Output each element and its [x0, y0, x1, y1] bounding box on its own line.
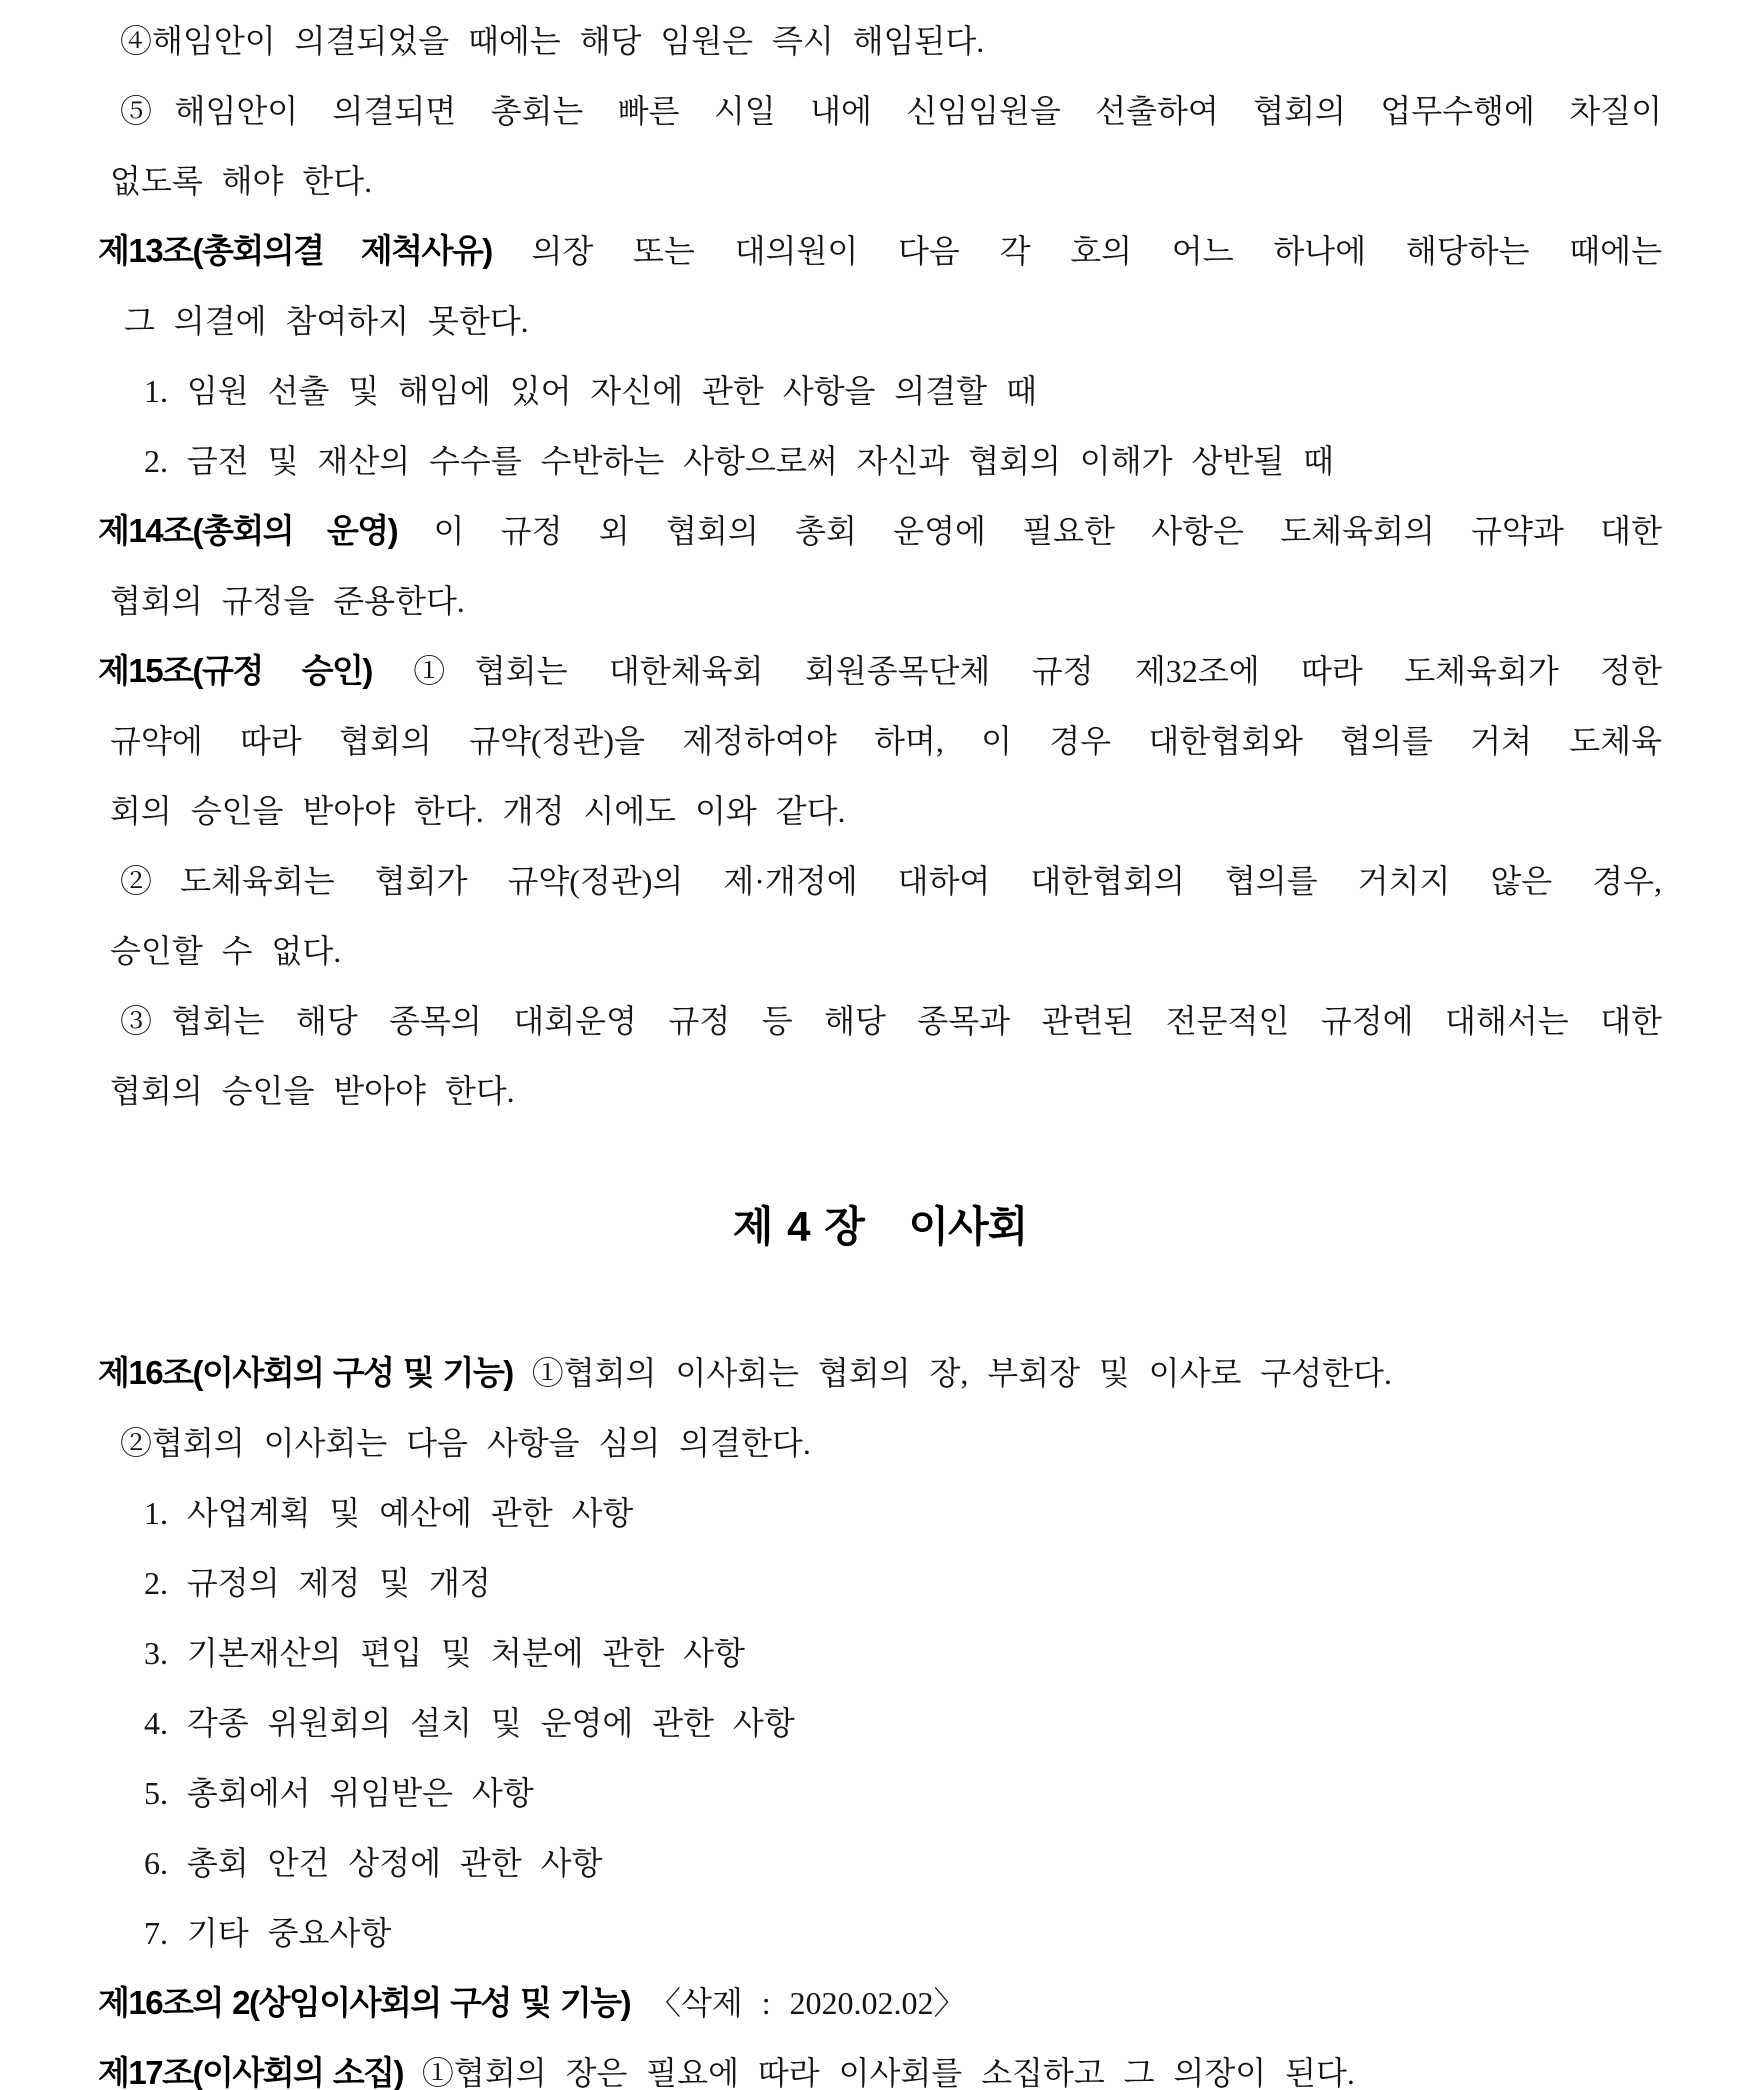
article-title: 제15조(규정 승인) — [98, 652, 372, 689]
article-text: 〈삭제 : 2020.02.02〉 — [649, 1985, 966, 2021]
document-line: ②도체육회는 협회가 규약(정관)의 제·개정에 대하여 대한협회의 협의를 거치지 않은 경우, — [120, 863, 1662, 899]
list-item-line: 6. 총회 안건 상정에 관한 사항 — [144, 1845, 603, 1881]
article-title: 제16조의 2(상임이사회의 구성 및 기능) — [98, 1984, 631, 2021]
document-line: 협회의 규정을 준용한다. — [110, 583, 465, 619]
document-line: 승인할 수 없다. — [110, 933, 342, 969]
document-line: 없도록 해야 한다. — [110, 163, 373, 199]
list-item-line: 4. 각종 위원회의 설치 및 운영에 관한 사항 — [144, 1705, 795, 1741]
chapter-heading: 제 4 장 이사회 — [732, 1203, 1028, 1250]
article-line — [98, 1968, 1662, 2038]
list-item-line: 3. 기본재산의 편입 및 처분에 관한 사항 — [144, 1635, 745, 1671]
article-line — [98, 636, 1662, 706]
list-item-line: 1. 사업계획 및 예산에 관한 사항 — [144, 1495, 634, 1531]
document-line: ⑤해임안이 의결되면 총회는 빠른 시일 내에 신임임원을 선출하여 협회의 업무수행에 차질이 — [120, 93, 1662, 129]
article-title: 제17조(이사회의 소집) — [98, 2054, 404, 2090]
article-line — [98, 496, 1662, 566]
article-text: ①협회의 이사회는 협회의 장, 부회장 및 이사로 구성한다. — [531, 1355, 1392, 1391]
list-item-line: 2. 금전 및 재산의 수수를 수반하는 사항으로써 자신과 협회의 이해가 상반될 때 — [144, 443, 1334, 479]
document-line: ③협회는 해당 종목의 대회운영 규정 등 해당 종목과 관련된 전문적인 규정에 대해서는 대한 — [120, 1003, 1662, 1039]
article-line — [98, 2038, 1662, 2090]
article-text: 의장 또는 대의원이 다음 각 호의 어느 하나에 해당하는 때에는 — [531, 233, 1662, 269]
article-text: ①협회의 장은 필요에 따라 이사회를 소집하고 그 의장이 된다. — [421, 2055, 1355, 2090]
article-text: 이 규정 외 협회의 총회 운영에 필요한 사항은 도체육회의 규약과 대한 — [433, 513, 1662, 549]
list-item-line: 7. 기타 중요사항 — [144, 1915, 392, 1951]
document-body — [98, 6, 1662, 2090]
list-item-line: 5. 총회에서 위임받은 사항 — [144, 1775, 534, 1811]
document-line: ②협회의 이사회는 다음 사항을 심의 의결한다. — [120, 1425, 811, 1461]
document-line: 협회의 승인을 받아야 한다. — [110, 1073, 515, 1109]
article-title: 제16조(이사회의 구성 및 기능) — [98, 1354, 513, 1391]
article-line — [98, 1338, 1662, 1408]
list-item-line: 1. 임원 선출 및 해임에 있어 자신에 관한 사항을 의결할 때 — [144, 373, 1037, 409]
article-title: 제13조(총회의결 제척사유) — [98, 232, 492, 269]
article-line — [98, 216, 1662, 286]
document-line: 그 의결에 참여하지 못한다. — [124, 303, 529, 339]
article-text: ①협회는 대한체육회 회원종목단체 규정 제32조에 따라 도체육회가 정한 — [413, 653, 1662, 689]
document-line: 회의 승인을 받아야 한다. 개정 시에도 이와 같다. — [110, 793, 846, 829]
list-item-line: 2. 규정의 제정 및 개정 — [144, 1565, 491, 1601]
document-line: ④해임안이 의결되었을 때에는 해당 임원은 즉시 해임된다. — [120, 23, 985, 59]
article-title: 제14조(총회의 운영) — [98, 512, 398, 549]
document-line: 규약에 따라 협회의 규약(정관)을 제정하여야 하며, 이 경우 대한협회와 협의를 거쳐 도체육 — [110, 723, 1662, 759]
